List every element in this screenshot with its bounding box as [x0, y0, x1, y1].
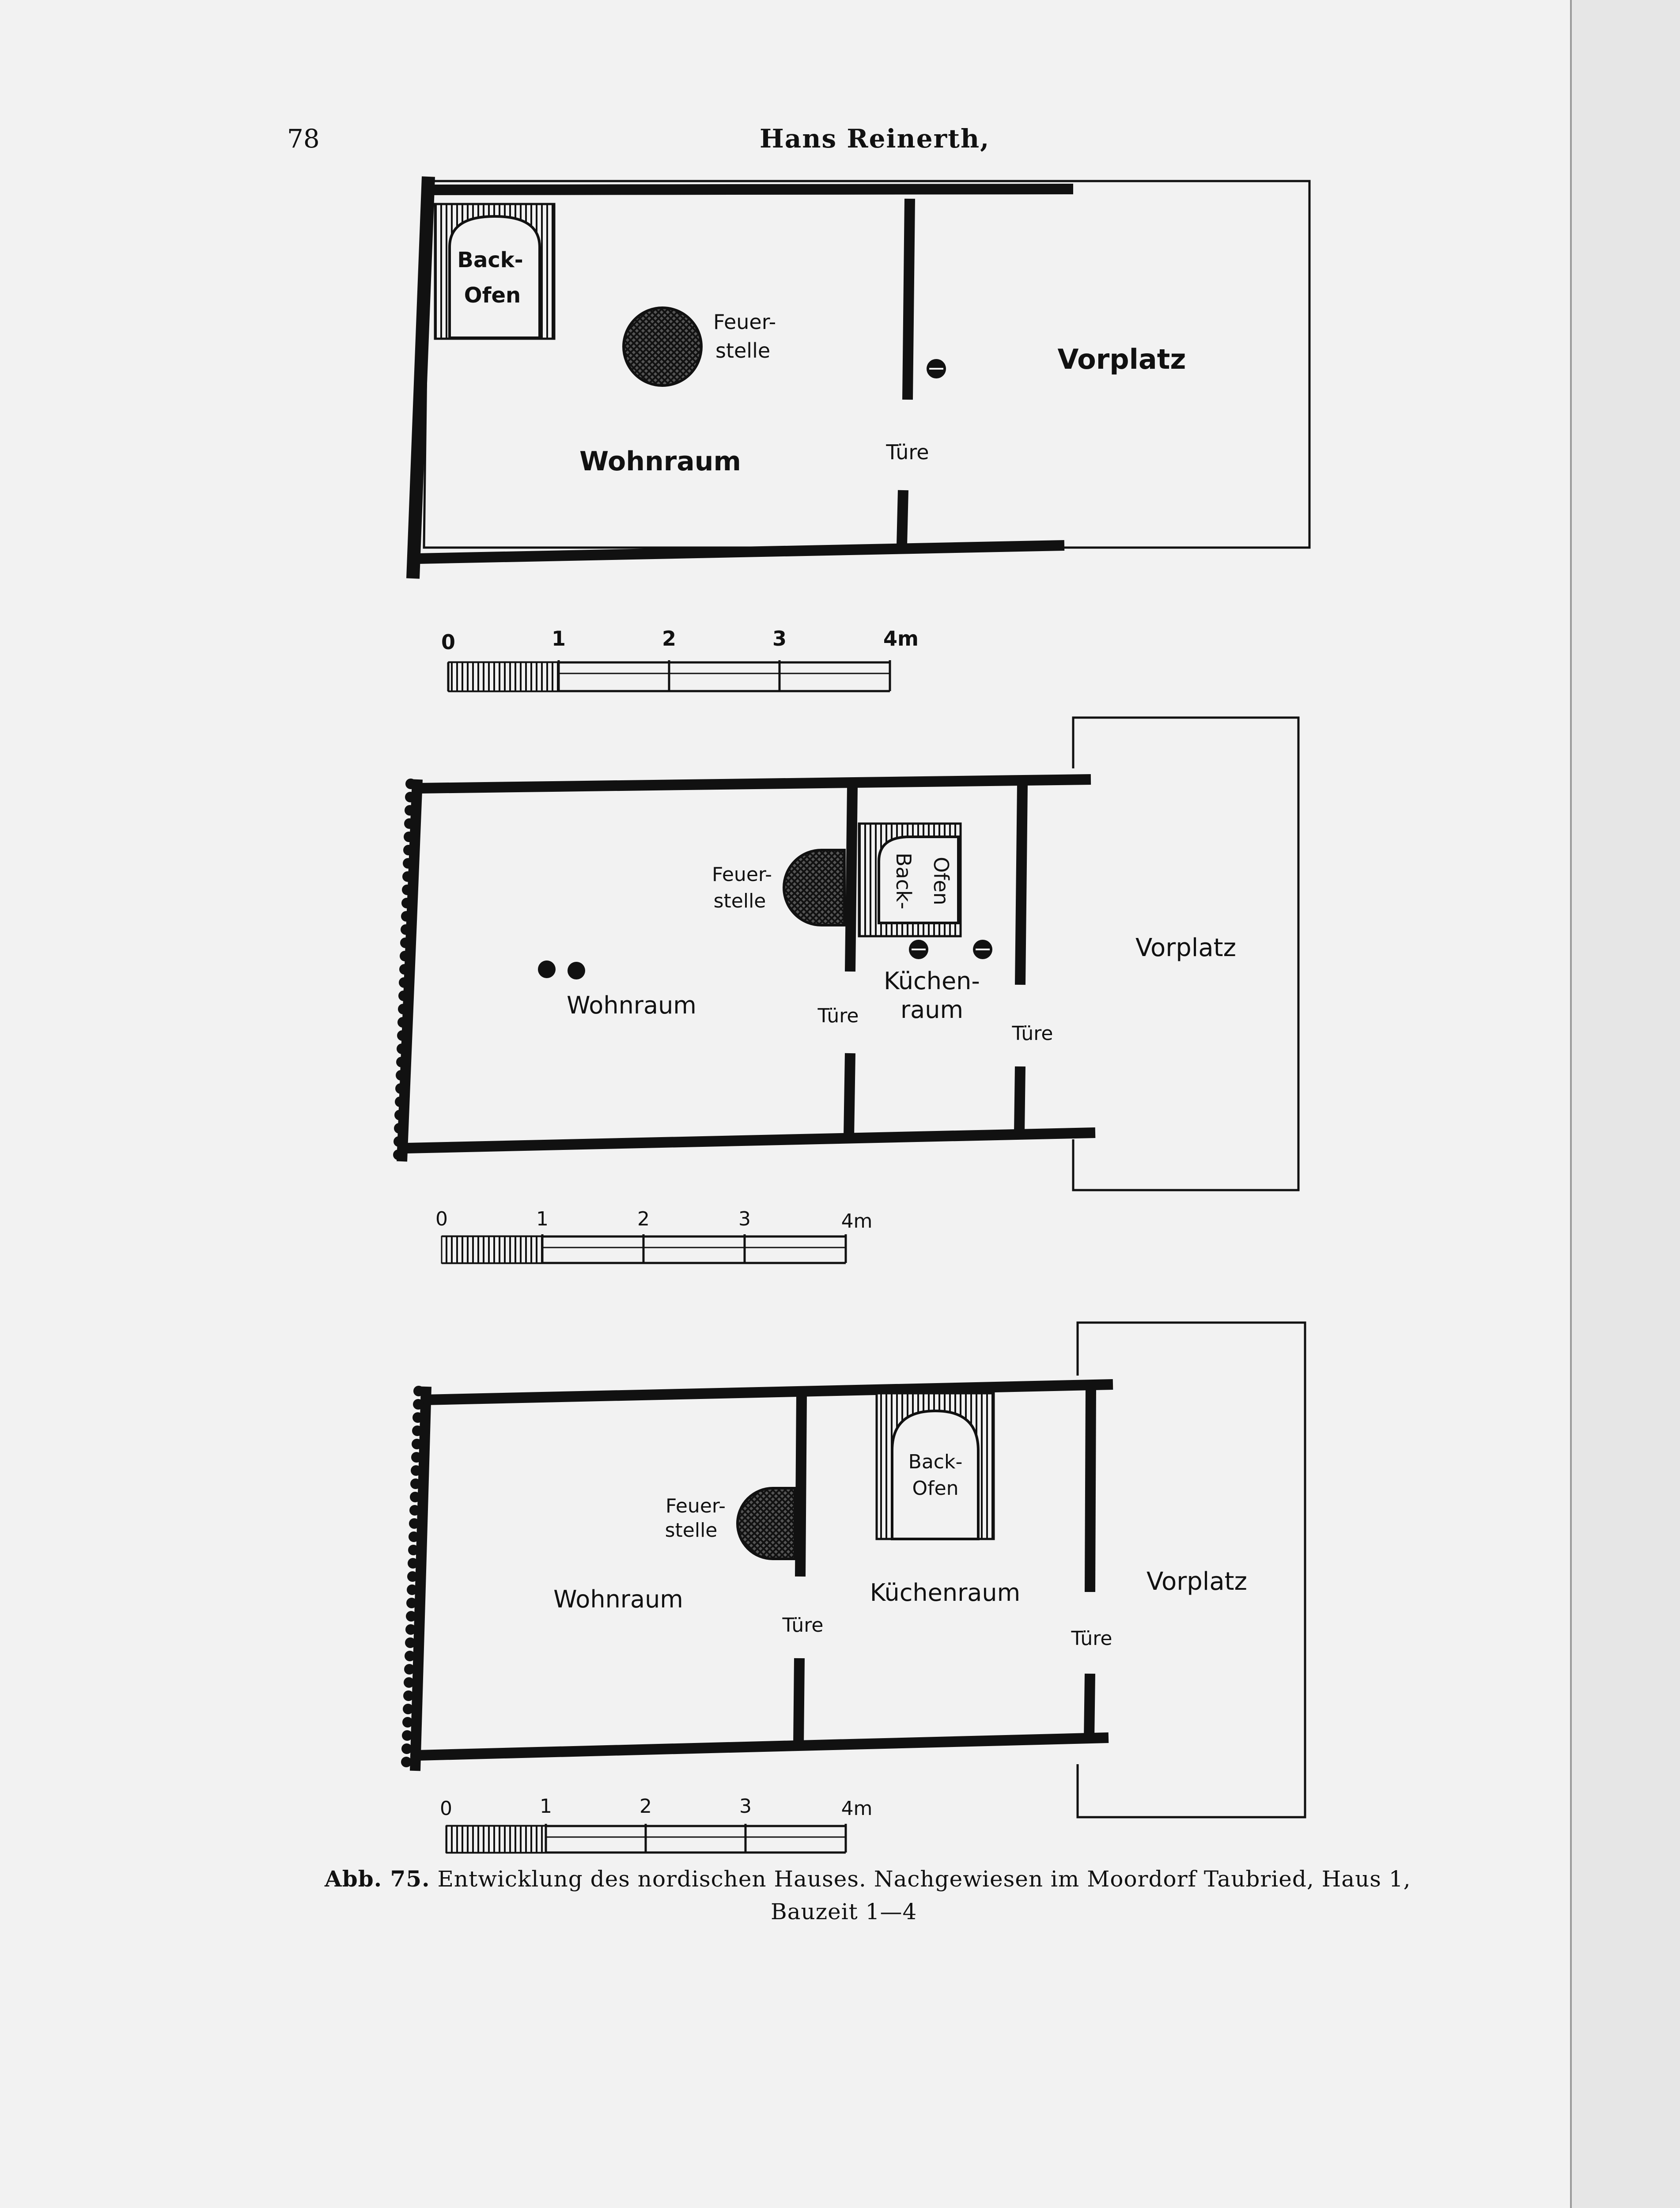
- plan-3-partition-2-lower: [1089, 1674, 1090, 1740]
- plan-3-scale-tick-1: 1: [540, 1795, 552, 1818]
- plan-2-partition-2-upper: [1020, 784, 1022, 985]
- plan-3-partition-2-upper: [1090, 1387, 1091, 1592]
- plan-1-forecourt-label: Vorplatz: [1057, 343, 1186, 375]
- plan-1-living-room-label: Wohnraum: [579, 446, 742, 477]
- plan-1-partition-lower: [902, 490, 903, 545]
- caption-text-1: Entwicklung des nordischen Hauses. Nachgewiesen im Moordorf Taubried, Haus 1,: [437, 1866, 1411, 1892]
- plan-3-north-wall: [424, 1384, 1113, 1400]
- plan-1-scale-tick-4: 4m: [883, 627, 919, 650]
- plan-2-north-wall: [417, 779, 1091, 788]
- plan-2-scale-tick-0: 0: [435, 1208, 448, 1230]
- plan-2-hearth-label-2: stelle: [713, 890, 766, 912]
- plan-3-door-1-label: Türe: [782, 1614, 824, 1637]
- plan-3-partition-1-lower: [798, 1658, 799, 1747]
- plan-1-north-wall: [424, 189, 1073, 190]
- plan-2-scale-tick-4: 4m: [841, 1210, 873, 1233]
- plan-2-door-1-label: Türe: [817, 1005, 859, 1027]
- plan-2-south-wall: [406, 1133, 1095, 1148]
- plan-3-door-2-label: Türe: [1071, 1627, 1112, 1650]
- plan-3-kitchen-label: Küchenraum: [870, 1579, 1021, 1607]
- plan-3-partition-1-upper: [800, 1395, 802, 1577]
- figure-caption: [325, 1866, 1411, 1892]
- plan-3-scale-tick-4: 4m: [841, 1797, 873, 1820]
- plan-1-oven-chamber: [450, 216, 540, 338]
- plan-2-partition-2-lower: [1019, 1066, 1020, 1133]
- plan-2-forecourt-label: Vorplatz: [1135, 934, 1237, 962]
- plan-3-hearth-label-1: Feuer-: [665, 1495, 726, 1517]
- plan-3-forecourt-label: Vorplatz: [1146, 1567, 1248, 1596]
- plan-1-scale: [441, 627, 919, 691]
- plan-3-south-wall: [417, 1738, 1109, 1755]
- plan-1-hearth: [624, 308, 701, 386]
- plan-3-hearth-label-2: stelle: [665, 1519, 718, 1542]
- page-number: 78: [287, 124, 320, 154]
- plan-1-partition-upper: [908, 199, 910, 400]
- plan-2-oven-label-2: Ofen: [929, 857, 953, 905]
- plan-2-partition-1-lower: [849, 1053, 850, 1137]
- plan-3-scale-tick-0: 0: [440, 1797, 452, 1820]
- plan-3-hearth: [738, 1488, 795, 1559]
- plan-2-scale-tick-2: 2: [637, 1208, 650, 1230]
- plan-1-door-label: Türe: [886, 440, 929, 464]
- plan-1-hearth-label-2: stelle: [715, 339, 771, 363]
- plan-3-oven-label-2: Ofen: [912, 1477, 959, 1500]
- plan-3-living-room-label: Wohnraum: [553, 1585, 683, 1613]
- plan-3: [401, 1323, 1305, 1817]
- plan-2-door-2-label: Türe: [1012, 1022, 1053, 1045]
- plan-3-scale-tick-2: 2: [639, 1795, 652, 1818]
- plan-2: [393, 718, 1298, 1190]
- plan-1-scale-tick-1: 1: [551, 627, 566, 650]
- plan-3-oven-chamber: [892, 1411, 978, 1539]
- plan-2-partition-1-upper: [850, 786, 852, 972]
- plan-1-oven-label-2: Ofen: [464, 283, 521, 308]
- plan-3-scale-tick-3: 3: [739, 1795, 752, 1818]
- caption-text-2: Bauzeit 1—4: [771, 1899, 917, 1924]
- plan-2-kitchen-label-1: Küchen-: [884, 967, 980, 995]
- plan-3-scale: [440, 1795, 872, 1853]
- figure-label: Abb. 75.: [325, 1866, 430, 1892]
- plan-2-scale-tick-1: 1: [536, 1208, 549, 1230]
- plan-2-hearth-label-1: Feuer-: [711, 863, 772, 886]
- plan-1-hearth-label-1: Feuer-: [713, 310, 776, 334]
- plan-1-oven-label-1: Back-: [457, 248, 523, 272]
- plan-1-scale-tick-2: 2: [662, 627, 677, 650]
- plan-1-scale-tick-0: 0: [441, 630, 456, 654]
- plan-3-oven-label-1: Back-: [908, 1451, 963, 1473]
- plan-2-hearth: [784, 850, 844, 925]
- running-head: Hans Reinerth,: [760, 124, 990, 154]
- plan-1: [413, 177, 1309, 578]
- plan-1-west-wall: [413, 177, 428, 578]
- plan-2-scale-tick-3: 3: [738, 1208, 751, 1230]
- plan-2-kitchen-label-2: raum: [900, 996, 964, 1024]
- plan-1-scale-tick-3: 3: [772, 627, 787, 650]
- plan-2-scale: [435, 1208, 872, 1263]
- plan-2-living-room-label: Wohnraum: [567, 991, 696, 1019]
- plan-2-oven-label-1: Back-: [892, 852, 916, 910]
